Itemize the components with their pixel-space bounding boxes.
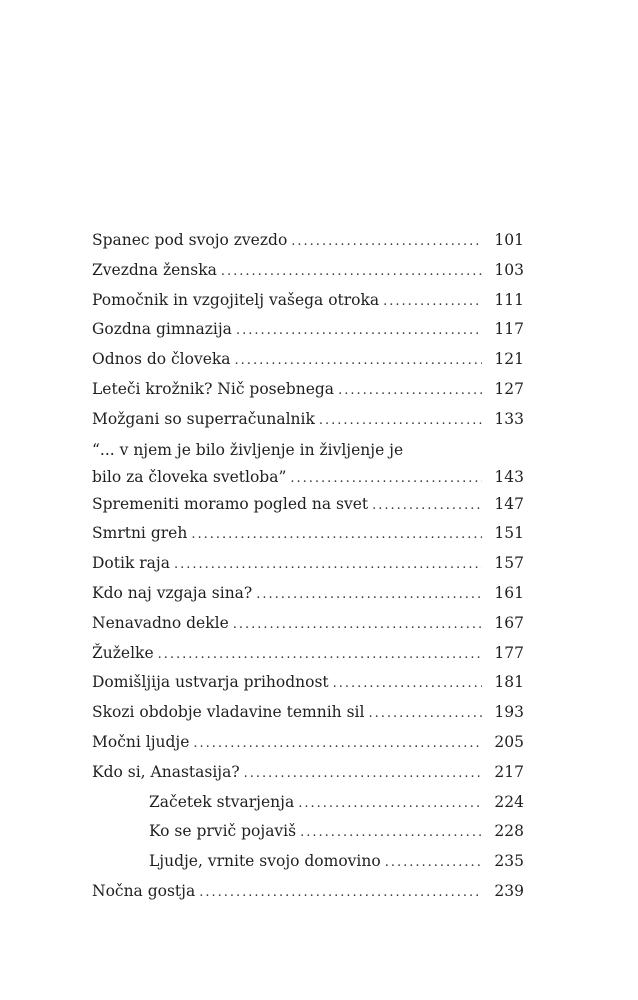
toc-entry[interactable] [92, 877, 524, 907]
toc-entry[interactable] [92, 668, 524, 698]
toc-entry-title: Spremeniti moramo pogled na svet [92, 494, 369, 513]
toc-entry-title: Močni ljudje [92, 732, 190, 751]
toc-entry-title: Spanec pod svojo zvezdo [92, 231, 288, 249]
toc-entry-title-line1: “... v njem je bilo življenje in življenje je [92, 440, 404, 459]
toc-entry-page: 151 [494, 524, 524, 543]
dot-leader [300, 826, 482, 839]
toc-entry[interactable] [92, 698, 524, 728]
dot-leader [221, 265, 482, 278]
toc-entry-page: 121 [494, 350, 524, 369]
toc-entry[interactable] [92, 405, 524, 435]
toc-entry-title: Skozi obdobje vladavine temnih sil [92, 703, 365, 722]
dot-leader [383, 295, 482, 308]
toc-entry[interactable] [92, 490, 524, 520]
toc-entry-page: 133 [494, 409, 524, 428]
dot-leader [298, 797, 482, 810]
toc-entry-page: 127 [494, 379, 524, 398]
dot-leader [372, 499, 482, 512]
dot-leader [158, 648, 482, 661]
dot-leader [244, 767, 482, 780]
dot-leader [290, 472, 482, 485]
toc-entry-page: 117 [494, 320, 524, 339]
toc-entry-title: Kdo si, Anastasija? [92, 762, 240, 781]
toc-entry-multiline[interactable] [92, 437, 524, 490]
toc-entry[interactable] [92, 345, 524, 375]
toc-subentry-page: 235 [494, 852, 524, 871]
dot-leader [368, 707, 482, 720]
toc-entry[interactable] [92, 226, 524, 256]
dot-leader [291, 235, 482, 248]
toc-entry-title: Pomočnik in vzgojitelj vašega otroka [92, 290, 380, 309]
toc-entry[interactable] [92, 286, 524, 316]
dot-leader [333, 677, 482, 690]
toc-entry-page: 217 [494, 762, 524, 781]
toc-subentry-title: Ko se prvič pojaviš [149, 822, 297, 841]
toc-entry-page: 193 [494, 703, 524, 722]
dot-leader [235, 354, 482, 367]
toc-entry-line [92, 464, 524, 490]
toc-entry[interactable] [92, 728, 524, 758]
toc-subentry-title: Začetek stvarjenja [149, 792, 295, 811]
toc-subentry-page: 228 [494, 822, 524, 841]
toc-entry-title: Domišljija ustvarja prihodnost [92, 673, 329, 692]
toc-entry[interactable] [92, 519, 524, 549]
dot-leader [385, 856, 482, 869]
toc-entry[interactable] [92, 609, 524, 639]
toc-entry-title: Zvezdna ženska [92, 260, 217, 279]
dot-leader [236, 324, 482, 337]
toc-entry-page: 239 [494, 881, 524, 900]
toc-entry-title: Smrtni greh [92, 524, 188, 543]
toc-entry-page: 177 [494, 643, 524, 662]
dot-leader [256, 588, 482, 601]
toc-entry-page: 103 [494, 260, 524, 279]
toc-entry-title-line2: bilo za človeka svetloba” [92, 467, 287, 486]
toc-entry-page: 147 [494, 494, 524, 513]
toc-entry[interactable] [92, 549, 524, 579]
toc-entry-title: Odnos do človeka [92, 350, 231, 369]
toc-entry[interactable] [92, 315, 524, 345]
toc-entry-title: Žuželke [92, 643, 154, 662]
toc-entry-title: Leteči krožnik? Nič posebnega [92, 379, 335, 398]
dot-leader [338, 384, 482, 397]
toc-entry-page: 143 [494, 467, 524, 486]
dot-leader [174, 558, 482, 571]
dot-leader [193, 737, 482, 750]
toc-entry[interactable] [92, 579, 524, 609]
toc-entry-title: Možgani so superračunalnik [92, 409, 315, 428]
table-of-contents [92, 226, 524, 907]
toc-subentry-page: 224 [494, 792, 524, 811]
toc-entry-page: 161 [494, 583, 524, 602]
toc-entry-page: 157 [494, 554, 524, 573]
toc-entry[interactable] [92, 639, 524, 669]
toc-entry[interactable] [92, 256, 524, 286]
toc-entry[interactable] [92, 758, 524, 788]
toc-entry-page: 205 [494, 732, 524, 751]
toc-subentry[interactable] [92, 788, 524, 818]
toc-entry-title: Nočna gostja [92, 881, 196, 900]
toc-entry-line [92, 437, 524, 464]
toc-entry[interactable] [92, 375, 524, 405]
toc-entry-page: 167 [494, 613, 524, 632]
toc-subentry[interactable] [92, 847, 524, 877]
toc-entry-title: Kdo naj vzgaja sina? [92, 583, 253, 602]
dot-leader [191, 528, 482, 541]
toc-entry-title: Nenavadno dekle [92, 613, 229, 632]
toc-entry-title: Gozdna gimnazija [92, 320, 232, 339]
toc-subentry[interactable] [92, 817, 524, 847]
toc-subentry-title: Ljudje, vrnite svojo domovino [149, 852, 381, 871]
toc-entry-page: 181 [494, 673, 524, 692]
toc-entry-page: 101 [494, 231, 524, 249]
dot-leader [319, 414, 482, 427]
toc-entry-title: Dotik raja [92, 554, 170, 573]
toc-entry-page: 111 [494, 290, 524, 309]
dot-leader [199, 886, 482, 899]
dot-leader [233, 618, 482, 631]
